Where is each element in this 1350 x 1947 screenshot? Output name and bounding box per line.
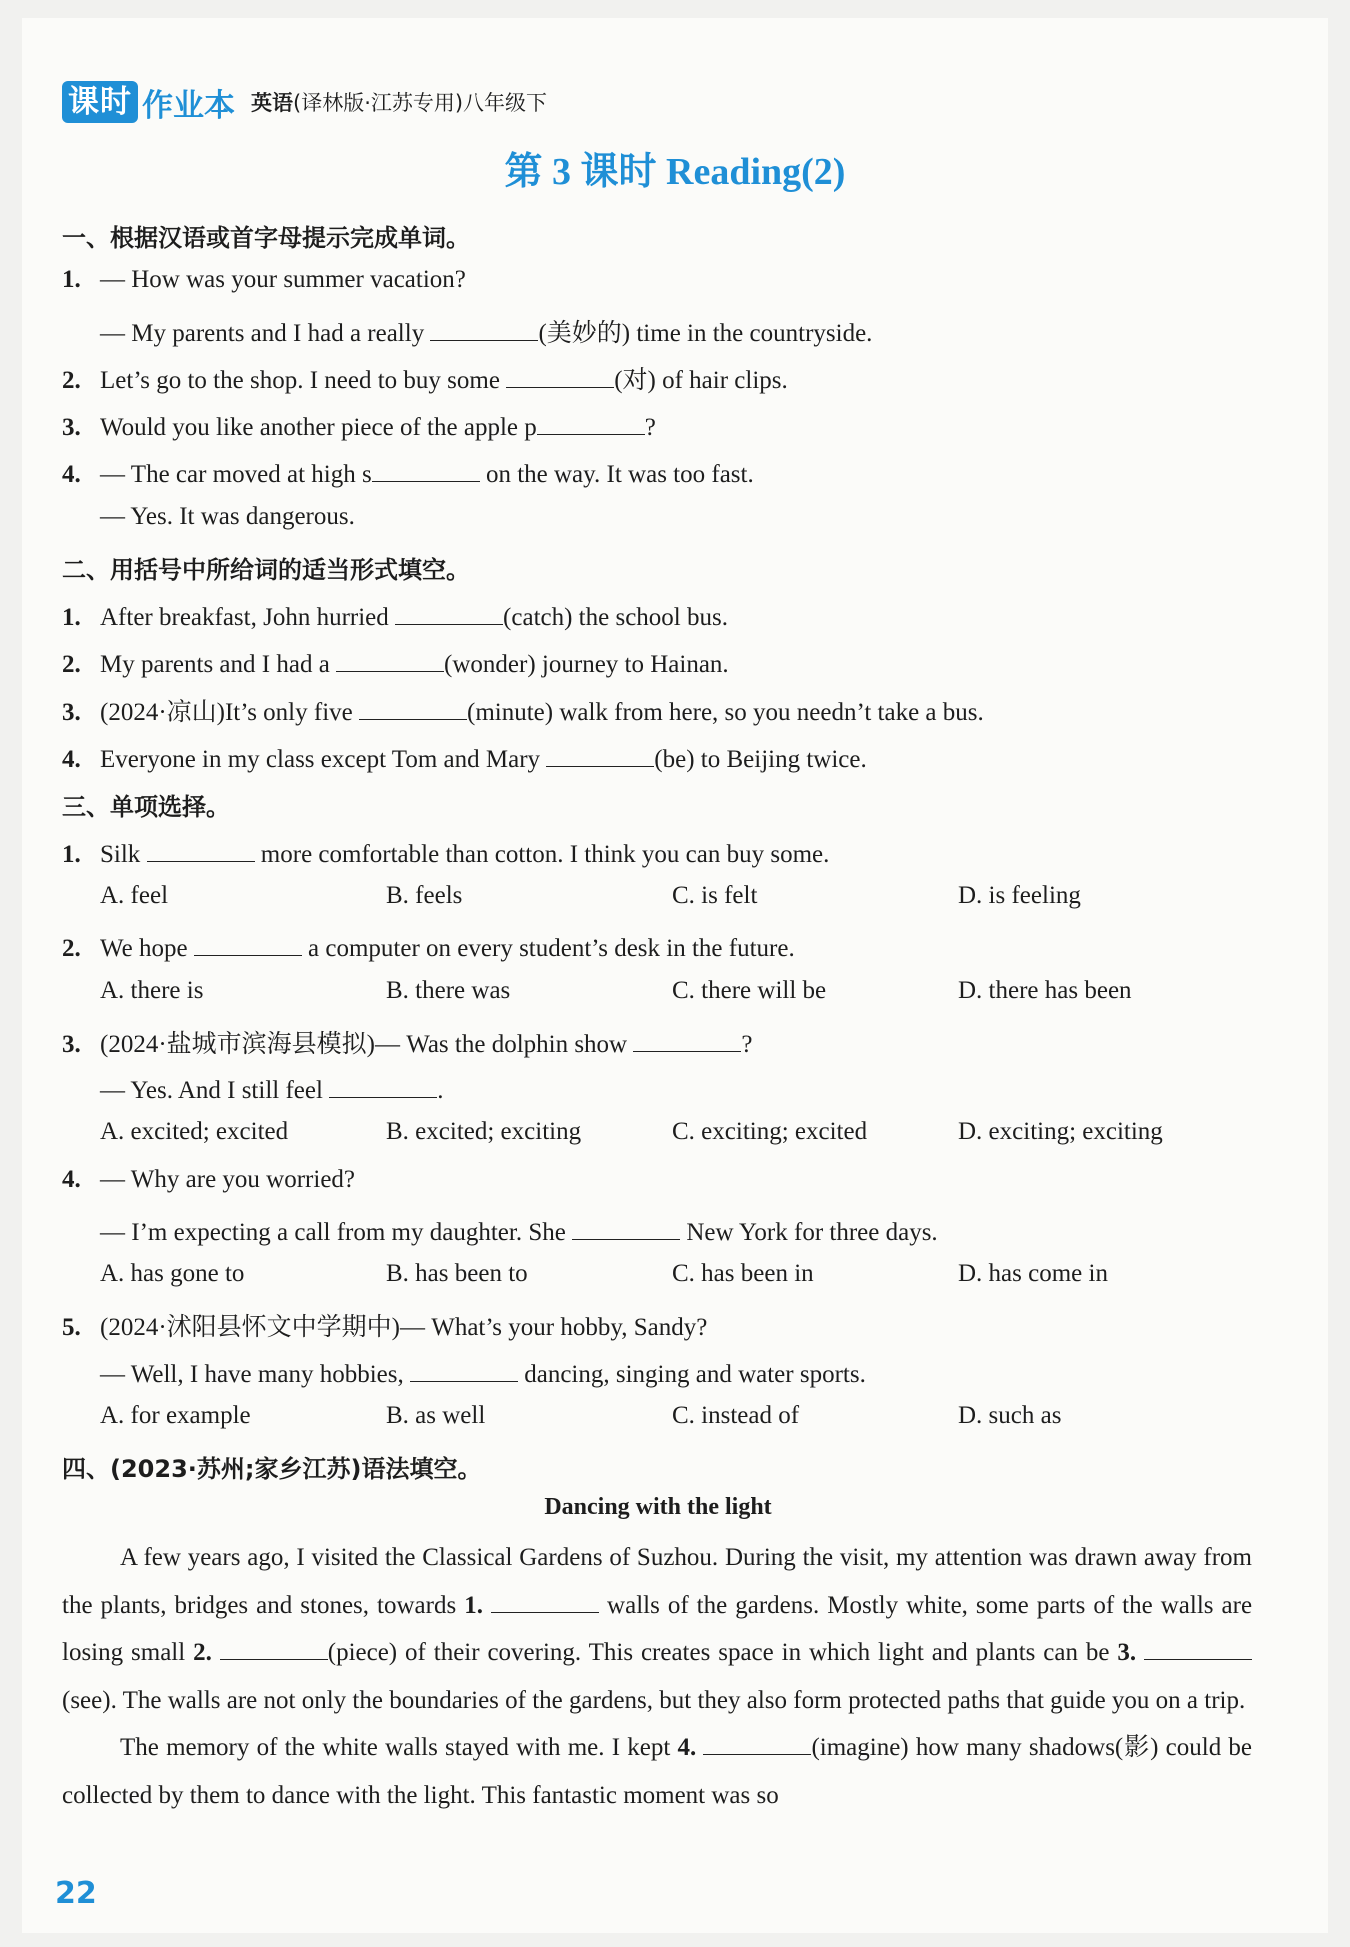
s3-q1-opt-c[interactable]: C. is felt (672, 882, 758, 909)
s2-q2: 2. My parents and I had a (wonder) journey to Hainan. (62, 645, 729, 679)
s3-q4b-pre: — I’m expecting a call from my daughter. She (100, 1219, 566, 1246)
logo-text: 作业本 (142, 87, 235, 124)
s3-q4-opt-d[interactable]: D. has come in (958, 1260, 1108, 1287)
s1-q1b (100, 313, 872, 349)
s1-q1b-pre: — My parents and I had a really (100, 320, 425, 347)
s2-q3: 3. (2024·凉山)It’s only five (minute) walk from here, so you needn’t take a bus. (62, 692, 984, 728)
subject: 英语 (251, 91, 293, 115)
blank-4[interactable] (703, 1728, 811, 1755)
s3-q3: 3. (2024·盐城市滨海县模拟)— Was the dolphin show ? (62, 1024, 752, 1060)
blank-2[interactable] (220, 1633, 328, 1660)
s3-q4a-text: — Why are you worried? (100, 1166, 356, 1193)
s3-q3b-pre: — Yes. And I still feel (100, 1077, 323, 1104)
s3-q1-opt-a[interactable]: A. feel (100, 882, 169, 909)
s3-q4b-post: New York for three days. (686, 1219, 938, 1246)
blank[interactable] (395, 598, 503, 625)
section-4-heading: 四、(2023·苏州;家乡江苏)语法填空。 (62, 1455, 482, 1483)
s3-q4a: 4. — Why are you worried? (62, 1166, 356, 1193)
s3-q5-opt-d[interactable]: D. such as (958, 1402, 1062, 1429)
blank[interactable] (633, 1025, 741, 1052)
blank[interactable] (194, 929, 302, 956)
s3-q1-post: more comfortable than cotton. I think you can buy some. (260, 841, 830, 868)
section-3-heading: 三、单项选择。 (62, 793, 230, 821)
s2-q1-post: (catch) the school bus. (503, 604, 728, 631)
blank-3[interactable] (1144, 1633, 1252, 1660)
s3-q5-opt-a[interactable]: A. for example (100, 1402, 251, 1429)
blank[interactable] (336, 645, 444, 672)
blank[interactable] (506, 361, 614, 388)
s3-q3b (100, 1071, 443, 1105)
s3-q1-pre: Silk (100, 841, 141, 868)
s1-q2: 2. Let’s go to the shop. I need to buy some (对) of hair clips. (62, 360, 788, 396)
blank-1[interactable] (491, 1586, 599, 1613)
s2-q1: 1. After breakfast, John hurried (catch) the school bus. (62, 598, 728, 632)
logo-box: 课时 (62, 81, 138, 123)
s3-q4-opt-a[interactable]: A. has gone to (100, 1260, 245, 1287)
p1-text-b: walls of the gardens. Mostly white, some parts of the walls are losing small (62, 1591, 1253, 1666)
s2-q4-pre: Everyone in my class except Tom and Mary (100, 746, 541, 773)
passage-title: Dancing with the light (544, 1494, 772, 1520)
blank[interactable] (147, 835, 255, 862)
s1-q4a-post: on the way. It was too fast. (485, 461, 754, 488)
s1-q1a-text: — How was your summer vacation? (100, 266, 466, 293)
page-title: 第 3 课时 Reading(2) (504, 151, 846, 193)
s3-q3b-post: . (437, 1077, 444, 1104)
s3-q3-opt-c[interactable]: C. exciting; excited (672, 1118, 868, 1145)
s3-q5b-post: dancing, singing and water sports. (524, 1361, 866, 1388)
s1-q1a: 1. — How was your summer vacation? (62, 266, 466, 293)
header (62, 80, 547, 124)
s2-q3-post: (minute) walk from here, so you needn’t take a bus. (467, 699, 984, 726)
s3-q3-opt-d[interactable]: D. exciting; exciting (958, 1118, 1163, 1145)
s3-q1-opt-b[interactable]: B. feels (386, 882, 463, 909)
s3-q2-post: a computer on every student’s desk in the future. (308, 935, 795, 962)
s3-q4b (100, 1213, 938, 1247)
blank[interactable] (572, 1213, 680, 1240)
blank-number-4: 4. (677, 1734, 697, 1761)
s2-q3-pre: (2024·凉山)It’s only five (100, 699, 353, 726)
blank[interactable] (546, 740, 654, 767)
s3-q1-opt-d[interactable]: D. is feeling (958, 882, 1081, 909)
p1-text-a: A few years ago, I visited the Classical Gardens of Suzhou. During the visit, my attention was drawn away from the plants, bridges and stones, towards (62, 1544, 1252, 1619)
edition: (译林版·江苏专用)八年级下 (293, 91, 548, 115)
blank[interactable] (329, 1071, 437, 1098)
s1-q4a-pre: — The car moved at high s (100, 461, 372, 488)
s3-q2-opt-c[interactable]: C. there will be (672, 977, 827, 1004)
s3-q5b-pre: — Well, I have many hobbies, (100, 1361, 404, 1388)
s3-q2: 2. We hope a computer on every student’s desk in the future. (62, 929, 795, 963)
p1-text-c: (piece) of their covering. This creates space in which light and plants can be (327, 1639, 1110, 1666)
s3-q2-opt-d[interactable]: D. there has been (958, 977, 1132, 1004)
s1-q1b-post: (美妙的) time in the countryside. (538, 320, 873, 347)
blank[interactable] (430, 314, 538, 341)
section-2-heading: 二、用括号中所给词的适当形式填空。 (62, 556, 470, 584)
s3-q5-opt-b[interactable]: B. as well (386, 1402, 486, 1429)
logo (62, 80, 235, 125)
s3-q4-opt-b[interactable]: B. has been to (386, 1260, 528, 1287)
s3-q5-text: (2024·沭阳县怀文中学期中)— What’s your hobby, Sandy? (100, 1314, 708, 1341)
s3-q5-opt-c[interactable]: C. instead of (672, 1402, 800, 1429)
section-1-heading: 一、根据汉语或首字母提示完成单词。 (62, 224, 470, 252)
blank[interactable] (537, 408, 645, 435)
s3-q5b (100, 1355, 866, 1389)
s2-q4: 4. Everyone in my class except Tom and Mary (be) to Beijing twice. (62, 740, 867, 774)
s1-q2-pre: Let’s go to the shop. I need to buy some (100, 367, 500, 394)
page-number: 22 (55, 1876, 97, 1911)
s1-q3-post: ? (644, 414, 656, 441)
blank-number-2: 2. (193, 1639, 212, 1666)
p2-text-a: The memory of the white walls stayed with me. I kept (120, 1734, 671, 1761)
s1-q3-pre: Would you like another piece of the apple p (100, 414, 537, 441)
s2-q2-pre: My parents and I had a (100, 651, 330, 678)
s2-q1-pre: After breakfast, John hurried (100, 604, 389, 631)
blank[interactable] (359, 693, 467, 720)
s2-q2-post: (wonder) journey to Hainan. (444, 651, 729, 678)
s2-q4-post: (be) to Beijing twice. (654, 746, 867, 773)
s3-q3-pre: (2024·盐城市滨海县模拟)— Was the dolphin show (100, 1031, 628, 1058)
s3-q2-pre: We hope (100, 935, 188, 962)
s3-q2-opt-a[interactable]: A. there is (100, 977, 204, 1004)
s3-q1: 1. Silk more comfortable than cotton. I think you can buy some. (62, 835, 829, 869)
s3-q4-opt-c[interactable]: C. has been in (672, 1260, 814, 1287)
s1-q4b: — Yes. It was dangerous. (100, 503, 355, 530)
blank-number-1: 1. (464, 1591, 483, 1619)
s1-q4a: 4. — The car moved at high s on the way. It was too fast. (62, 455, 754, 489)
s1-q3: 3. Would you like another piece of the apple p ? (62, 408, 656, 442)
s1-q2-post: (对) of hair clips. (614, 367, 788, 394)
s3-q3-opt-a[interactable]: A. excited; excited (100, 1118, 289, 1145)
header-subtitle (251, 87, 547, 117)
blank[interactable] (410, 1355, 518, 1382)
passage-paragraph-2 (62, 1724, 1252, 1819)
s3-q3-opt-b[interactable]: B. excited; exciting (386, 1118, 582, 1145)
blank-number-3: 3. (1117, 1639, 1137, 1666)
blank[interactable] (372, 455, 480, 482)
passage-paragraph-1 (62, 1534, 1252, 1724)
s3-q3-post: ? (741, 1031, 753, 1058)
s3-q5: 5. (2024·沭阳县怀文中学期中)— What’s your hobby, Sandy? (62, 1314, 708, 1341)
p2-text-b: (imagine) how many shadows(影) could be collected by them to dance with the light. This fantastic moment was so (62, 1734, 1252, 1809)
s3-q2-opt-b[interactable]: B. there was (386, 977, 511, 1004)
p1-text-d: (see). The walls are not only the boundaries of the gardens, but they also form protected paths that guide you on a trip. (62, 1686, 1246, 1714)
